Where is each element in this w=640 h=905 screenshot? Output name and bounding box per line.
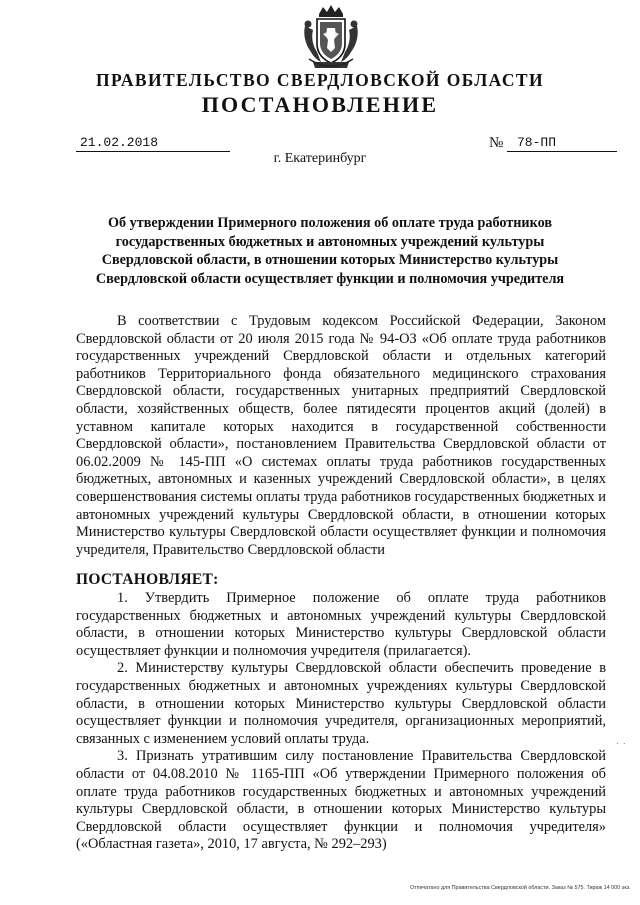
sverdlovsk-coat-of-arms-icon (299, 4, 363, 70)
print-note: Отпечатано для Правительства Свердловской области. Заказ № 575. Тираж 14 000 экз. (410, 885, 631, 891)
decree-items (76, 590, 606, 854)
government-title: ПРАВИТЕЛЬСТВО СВЕРДЛОВСКОЙ ОБЛАСТИ (96, 70, 544, 90)
document-subject: Об утверждении Примерного положения об оплате труда работников государственных бюджетных и автономных учреждений культуры Свердловской области, в отношении которых Министерство культуры Свердловской области осуществляет функции и полномочия учредителя (95, 215, 565, 287)
decree-item-3: 3. Признать утратившим силу постановление Правительства Свердловской области от 04.08.2010 № 1165-ПП «Об утверждении Примерного положения об оплате труда работников государственных бюджетных и автономных учреждений культуры Свердловской области, в отношении которых Министерство культуры Свердловской области осуществляет функции и полномочия учредителя» («Областная газета», 2010, 17 августа, № 292–293) (76, 748, 606, 853)
number-label: № (489, 135, 504, 151)
city: г. Екатеринбург (273, 151, 367, 166)
document-type: ПОСТАНОВЛЕНИЕ (201, 92, 439, 117)
document-date: 21.02.2018 (76, 135, 230, 152)
preamble-paragraph: В соответствии с Трудовым кодексом Российской Федерации, Законом Свердловской области от 20 июля 2015 года № 94-ОЗ «Об оплате труда работников государственных учреждений Свердловской области и отдельных категорий работников Территориального фонда обязательного медицинского страхования Свердловской области, государственных унитарных предприятий Свердловской области, хозяйственных обществ, более пятидесяти процентов акций (долей) в уставном капитале которых находится в государственной собственности Свердловской области», постановлением Правительства Свердловской области от 06.02.2009 № 145-ПП «О системах оплаты труда работников государственных бюджетных, автономных и казенных учреждений Свердловской области», в целях совершенствования системы оплаты труда работников государственных бюджетных и автономных учреждений культуры Свердловской области, в отношении которых Министерство культуры Свердловской области осуществляет функции и полномочия учредителя, Правительство Свердловской области (76, 313, 606, 558)
decree-item-1: 1. Утвердить Примерное положение об оплате труда работников государственных бюджетных и автономных учреждений культуры Свердловской области, в отношении которых Министерство культуры Свердловской области осуществляет функции и полномочия учредителя (прилагается). (76, 590, 606, 659)
decree-item-2: 2. Министерству культуры Свердловской области обеспечить проведение в государственных бюджетных и автономных учреждениях культуры Свердловской области, в отношении которых Министерство культуры Свердловской области осуществляет функции и полномочия учредителя, организационных мероприятий, связанных с изменением условий оплаты труда. (76, 660, 606, 747)
document-number: 78-ПП (507, 135, 617, 152)
decree-word: ПОСТАНОВЛЯЕТ: (76, 571, 219, 588)
scan-artifact: · · (616, 739, 627, 748)
